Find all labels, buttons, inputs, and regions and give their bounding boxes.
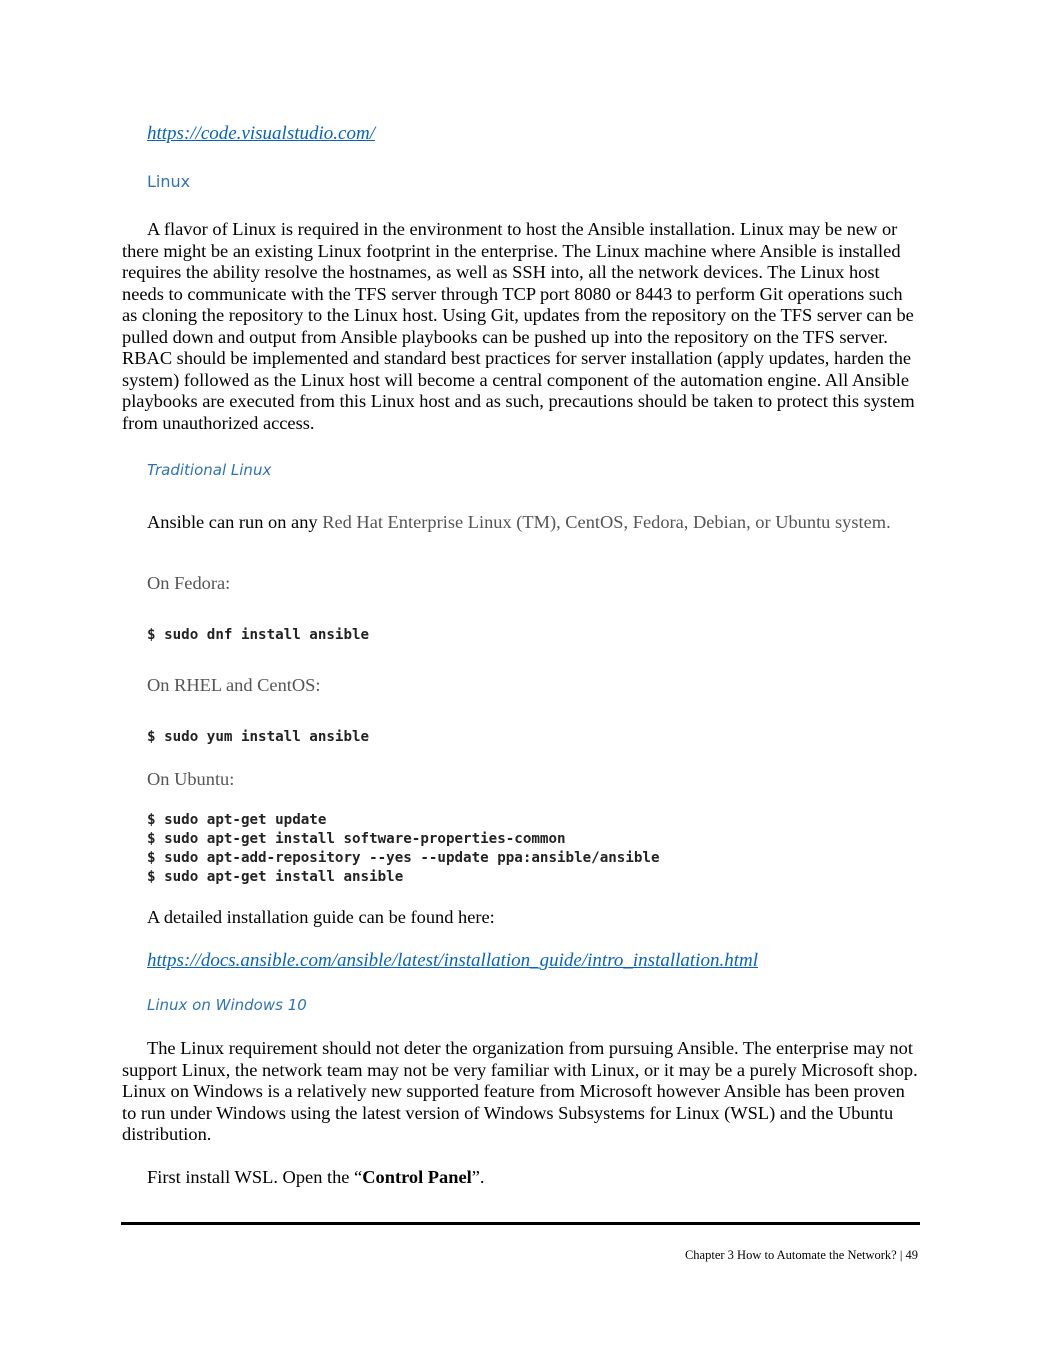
ubuntu-command-line: $ sudo apt-get install software-properties-common <box>147 831 566 847</box>
install-guide-text: A detailed installation guide can be found here: <box>147 907 495 927</box>
fedora-command: $ sudo dnf install ansible <box>147 627 370 643</box>
wsl-prefix: First install WSL. Open the “ <box>147 1167 363 1187</box>
ubuntu-command-line: $ sudo apt-get update <box>147 812 327 828</box>
ubuntu-label: On Ubuntu: <box>147 769 235 789</box>
footer-rule <box>121 1222 920 1225</box>
rhel-command: $ sudo yum install ansible <box>147 729 370 745</box>
install-guide-link[interactable]: https://docs.ansible.com/ansible/latest/installation_guide/intro_installation.html <box>147 950 758 971</box>
control-panel-label: Control Panel <box>362 1167 472 1187</box>
vscode-link[interactable]: https://code.visualstudio.com/ <box>147 123 375 144</box>
fedora-label: On Fedora: <box>147 573 231 593</box>
traditional-linux-heading: Traditional Linux <box>147 461 272 479</box>
ubuntu-command-line: $ sudo apt-get install ansible <box>147 869 404 885</box>
wsl-suffix: ”. <box>471 1167 485 1187</box>
chapter-title: Chapter 3 How to Automate the Network? <box>684 1248 897 1262</box>
ubuntu-command-block <box>147 811 660 887</box>
ansible-platforms-line <box>147 512 891 534</box>
windows-paragraph: The Linux requirement should not deter the organization from pursuing Ansible. The enterprise may not support Linux, the network team may not be very familiar with Linux, or it may be a purely Microsoft shop. Linux on Windows is a relatively new supported feature from Microsoft however Ansible has been proven to run under Windows using the latest version of Windows Subsystems for Linux (WSL) and the Ubuntu distribution. <box>122 1038 918 1144</box>
platforms-prefix: Ansible can run on any <box>147 512 323 532</box>
rhel-label: On RHEL and CentOS: <box>147 675 321 695</box>
linux-heading: Linux <box>147 172 191 191</box>
page-footer <box>685 1248 918 1263</box>
linux-paragraph: A flavor of Linux is required in the environment to host the Ansible installation. Linux may be new or there might be an existing Linux footprint in the enterprise. The Linux machine where Ansible is installed requires the ability resolve the hostnames, as well as SSH into, all the network devices. The Linux host needs to communicate with the TFS server through TCP port 8080 or 8443 to perform Git operations such as cloning the repository to the Linux host. Using Git, updates from the repository on the TFS server can be pulled down and output from Ansible playbooks can be pushed up into the repository on the TFS server. RBAC should be implemented and standard best practices for server installation (apply updates, harden the system) followed as the Linux host will become a central component of the automation engine. All Ansible playbooks are executed from this Linux host and as such, precautions should be taken to protect this system from unauthorized access. <box>122 219 915 433</box>
linux-on-windows-heading: Linux on Windows 10 <box>147 996 307 1014</box>
ubuntu-command-line: $ sudo apt-add-repository --yes --update ppa:ansible/ansible <box>147 850 660 866</box>
page-number: 49 <box>905 1248 918 1262</box>
footer-separator: | <box>896 1248 906 1262</box>
platforms-list: Red Hat Enterprise Linux (TM), CentOS, Fedora, Debian, or Ubuntu system. <box>322 512 891 532</box>
wsl-instruction <box>147 1167 485 1189</box>
